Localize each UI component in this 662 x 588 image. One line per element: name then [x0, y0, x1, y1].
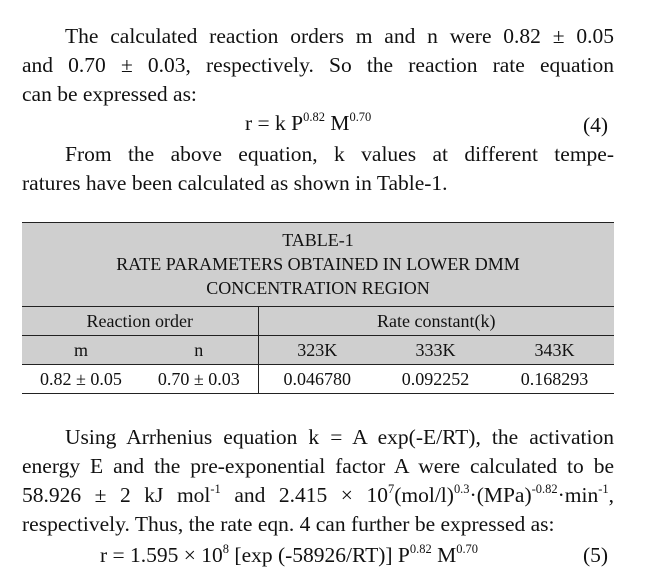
- text-line: From the above equation, k values at different tempe-: [65, 142, 614, 166]
- eq5-power-of-ten: 8: [222, 542, 230, 557]
- pre-exp-factor-text: and 2.415 × 10: [220, 483, 388, 507]
- table-title: TABLE-1: [282, 230, 354, 250]
- subheader-m: m: [22, 336, 140, 365]
- table-header-row: [22, 307, 614, 336]
- text-line: respectively. Thus, the rate eqn. 4 can further be expressed as:: [22, 512, 555, 536]
- superscript: -1: [210, 482, 221, 497]
- cell-k-323k: 0.046780: [258, 365, 376, 394]
- text-line-with-units: [22, 481, 614, 510]
- text-line: and 0.70 ± 0.03, respectively. So the reaction rate equation: [22, 53, 614, 77]
- cell-k-343k: 0.168293: [495, 365, 614, 394]
- unit-text: ·(MPa): [469, 483, 532, 507]
- equation-5: [100, 541, 478, 570]
- eq4-m-base: M: [324, 111, 350, 135]
- eq5-m-base: M: [431, 543, 457, 567]
- eq5-p-exponent: 0.82: [409, 542, 432, 557]
- eq4-p-exponent: 0.82: [303, 110, 325, 125]
- header-rate-constant: Rate constant(k): [258, 307, 614, 336]
- subheader-n: n: [140, 336, 258, 365]
- cell-k-333k: 0.092252: [376, 365, 495, 394]
- eq5-m-exponent: 0.70: [456, 542, 479, 557]
- superscript: 7: [387, 482, 395, 497]
- activation-energy-text: 58.926 ± 2 kJ mol: [22, 483, 211, 507]
- cell-m-value: 0.82 ± 0.05: [22, 365, 140, 394]
- paragraph-k-values: [22, 140, 614, 198]
- equation-4: [245, 109, 371, 138]
- rate-parameters-table: [22, 306, 614, 394]
- table-caption-line1: RATE PARAMETERS OBTAINED IN LOWER DMM: [116, 254, 520, 274]
- superscript: 0.3: [453, 482, 470, 497]
- paragraph-arrhenius: [22, 423, 614, 539]
- subheader-333k: 333K: [376, 336, 495, 365]
- table-caption-block: [22, 222, 614, 306]
- text-line: can be expressed as:: [22, 82, 197, 106]
- eq5-prefactor: r = 1.595 × 10: [100, 543, 223, 567]
- table-row: [22, 365, 614, 394]
- eq5-exp-term: [exp (-58926/RT)] P: [229, 543, 410, 567]
- text-line: ratures have been calculated as shown in Table-1.: [22, 171, 448, 195]
- superscript: -0.82: [531, 482, 558, 497]
- unit-text: ·min: [557, 483, 599, 507]
- text-line: The calculated reaction orders m and n were 0.82 ± 0.05: [65, 24, 614, 48]
- text-line: energy E and the pre-exponential factor A were calculated to be: [22, 454, 614, 478]
- subheader-323k: 323K: [258, 336, 376, 365]
- cell-n-value: 0.70 ± 0.03: [140, 365, 258, 394]
- unit-text: (mol/l): [394, 483, 454, 507]
- equation-5-number: (5): [583, 543, 609, 567]
- subheader-343k: 343K: [495, 336, 614, 365]
- equation-4-number: (4): [583, 113, 609, 137]
- eq4-lhs: r = k P: [245, 111, 304, 135]
- paragraph-reaction-orders: [22, 22, 614, 109]
- table-1: [22, 222, 614, 394]
- header-reaction-order: Reaction order: [22, 307, 258, 336]
- punctuation: ,: [608, 483, 614, 507]
- eq4-m-exponent: 0.70: [349, 110, 372, 125]
- table-caption-line2: CONCENTRATION REGION: [206, 278, 430, 298]
- table-subheader-row: [22, 336, 614, 365]
- text-line: Using Arrhenius equation k = A exp(-E/RT), the activation: [65, 425, 614, 449]
- superscript: -1: [598, 482, 609, 497]
